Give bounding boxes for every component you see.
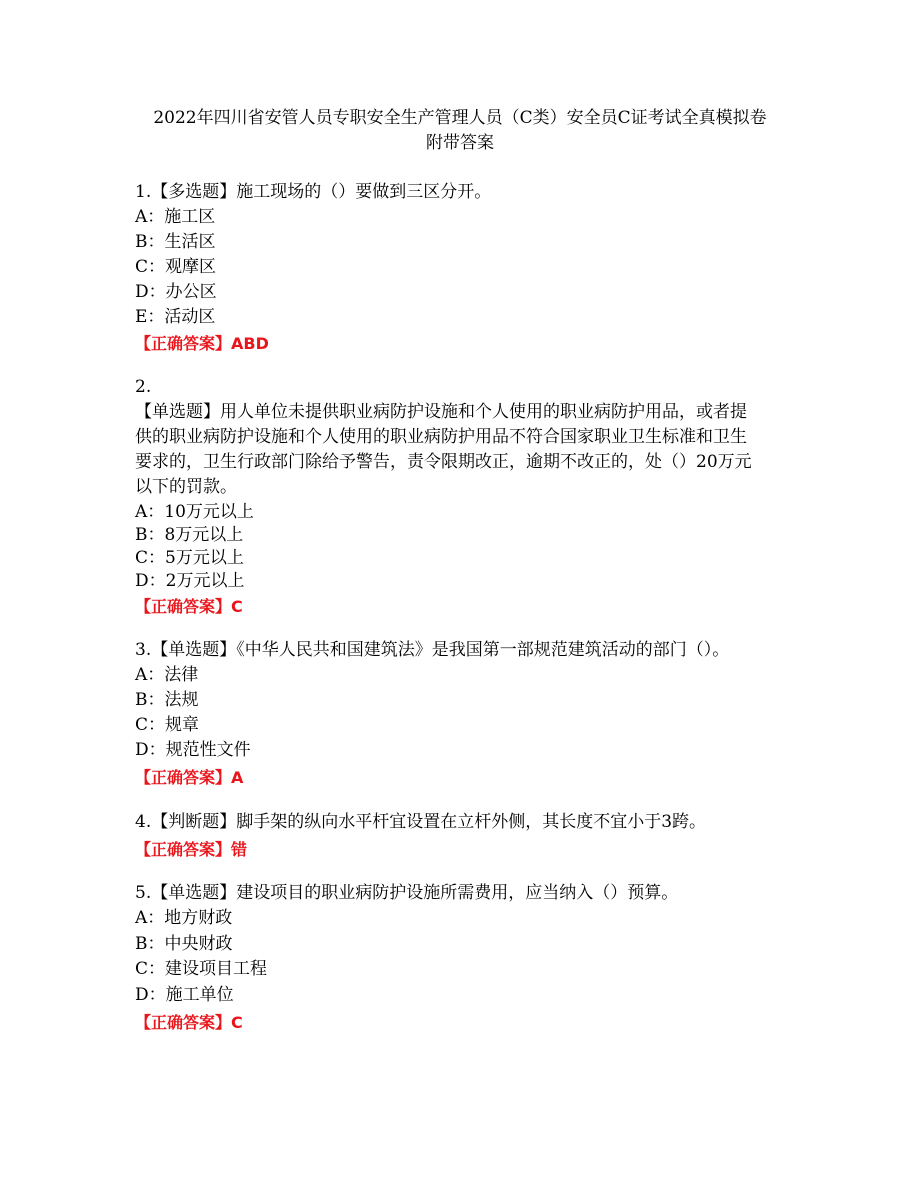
question-2-stem-line-4: 以下的罚款。: [135, 477, 237, 497]
question-3-answer: 【正确答案】A: [135, 768, 244, 787]
question-2-option-d: D：2万元以上: [135, 571, 245, 591]
question-5-option-d: D：施工单位: [135, 985, 234, 1005]
question-2-stem-line-1: 【单选题】用人单位未提供职业病防护设施和个人使用的职业病防护用品，或者提: [135, 402, 747, 422]
question-3-stem: 3.【单选题】《中华人民共和国建筑法》是我国第一部规范建筑活动的部门（）。: [135, 640, 730, 660]
question-1-option-d: D：办公区: [135, 282, 217, 302]
question-1-stem: 1.【多选题】施工现场的（）要做到三区分开。: [135, 182, 492, 202]
question-2-option-a: A：10万元以上: [135, 502, 254, 522]
question-3-option-c: C：规章: [135, 715, 200, 735]
question-1-answer: 【正确答案】ABD: [135, 334, 269, 353]
question-5-stem: 5.【单选题】建设项目的职业病防护设施所需费用，应当纳入（）预算。: [135, 883, 679, 903]
question-5-option-b: B：中央财政: [135, 934, 233, 954]
question-3-option-d: D：规范性文件: [135, 740, 251, 760]
question-1-option-c: C：观摩区: [135, 257, 217, 277]
question-2-option-c: C：5万元以上: [135, 548, 244, 568]
question-2-option-b: B：8万元以上: [135, 525, 244, 545]
question-2-number: 2.: [135, 377, 152, 397]
question-2-stem-line-3: 要求的，卫生行政部门除给予警告，责令限期改正，逾期不改正的，处（）20万元: [135, 452, 752, 472]
question-2-stem-line-2: 供的职业病防护设施和个人使用的职业病防护用品不符合国家职业卫生标准和卫生: [135, 427, 747, 447]
question-5-answer: 【正确答案】C: [135, 1013, 243, 1032]
question-5-option-a: A：地方财政: [135, 908, 233, 928]
question-3-option-a: A：法律: [135, 665, 199, 685]
question-1-option-b: B：生活区: [135, 232, 216, 252]
question-2-answer: 【正确答案】C: [135, 597, 243, 616]
title-line-1: 2022年四川省安管人员专职安全生产管理人员（C类）安全员C证考试全真模拟卷: [153, 108, 767, 128]
question-3-option-b: B：法规: [135, 690, 199, 710]
question-4-answer: 【正确答案】错: [135, 840, 248, 859]
title-line-2: 附带答案: [426, 133, 494, 153]
document-title: [130, 106, 790, 156]
question-1-option-e: E：活动区: [135, 307, 216, 327]
question-5-option-c: C：建设项目工程: [135, 959, 268, 979]
question-4-stem: 4.【判断题】脚手架的纵向水平杆宜设置在立杆外侧，其长度不宜小于3跨。: [135, 812, 707, 832]
question-1-option-a: A：施工区: [135, 207, 216, 227]
